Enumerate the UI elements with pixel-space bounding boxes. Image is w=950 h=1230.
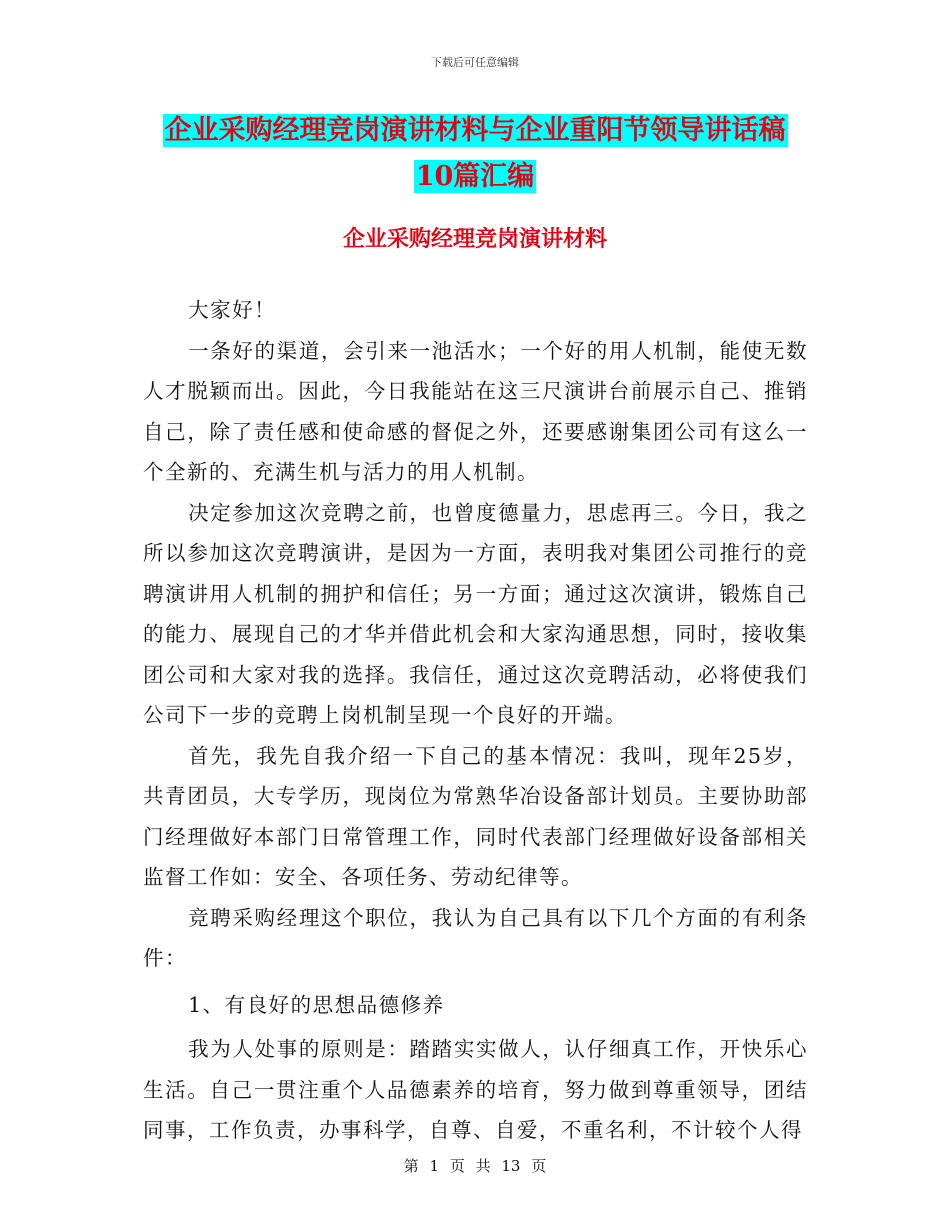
list-heading: 1、有良好的思想品德修养 xyxy=(188,992,445,1017)
paragraph: 我为人处事的原则是：踏踏实实做人，认仔细真工作，开快乐心生活。自己一贯注重个人品德素养的培育，努力做到尊重领导，团结同事，工作负责，办事科学，自尊、自爱，不重名利，不计较个人得 xyxy=(143,1037,808,1142)
document-title-line-2: 10篇汇编 xyxy=(415,161,535,192)
paragraph-greeting: 大家好！ xyxy=(188,298,277,322)
paragraph: 一条好的渠道，会引来一池活水；一个好的用人机制，能使无数人才脱颖而出。因此，今日我能站在这三尺演讲台前展示自己、推销自己，除了责任感和使命感的督促之外，还要感谢集团公司有这么一个全新的、充满生机与活力的用人机制。 xyxy=(143,338,808,484)
document-body xyxy=(143,290,808,1151)
paragraph: 竞聘采购经理这个职位，我认为自己具有以下几个方面的有利条件： xyxy=(143,905,808,970)
header-note: 下载后可任意编辑 xyxy=(431,56,519,69)
document-title-line-1: 企业采购经理竞岗演讲材料与企业重阳节领导讲话稿 xyxy=(164,115,786,146)
section-title: 企业采购经理竞岗演讲材料 xyxy=(342,226,607,252)
page-number: 第 1 页 共 13 页 xyxy=(403,1157,547,1175)
paragraph: 决定参加这次竞聘之前，也曾度德量力，思虑再三。今日，我之所以参加这次竞聘演讲，是因为一方面，表明我对集团公司推行的竞聘演讲用人机制的拥护和信任；另一方面；通过这次演讲，锻炼自己的能力、展现自己的才华并借此机会和大家沟通思想，同时，接收集团公司和大家对我的选择。我信任，通过这次竞聘活动，必将使我们公司下一步的竞聘上岗机制呈现一个良好的开端。 xyxy=(143,500,808,727)
document-title xyxy=(145,108,805,200)
paragraph: 首先，我先自我介绍一下自己的基本情况：我叫，现年25岁，共青团员，大专学历，现岗位为常熟华冶设备部计划员。主要协助部门经理做好本部门日常管理工作，同时代表部门经理做好设备部相关监督工作如：安全、各项任务、劳动纪律等。 xyxy=(143,743,808,889)
